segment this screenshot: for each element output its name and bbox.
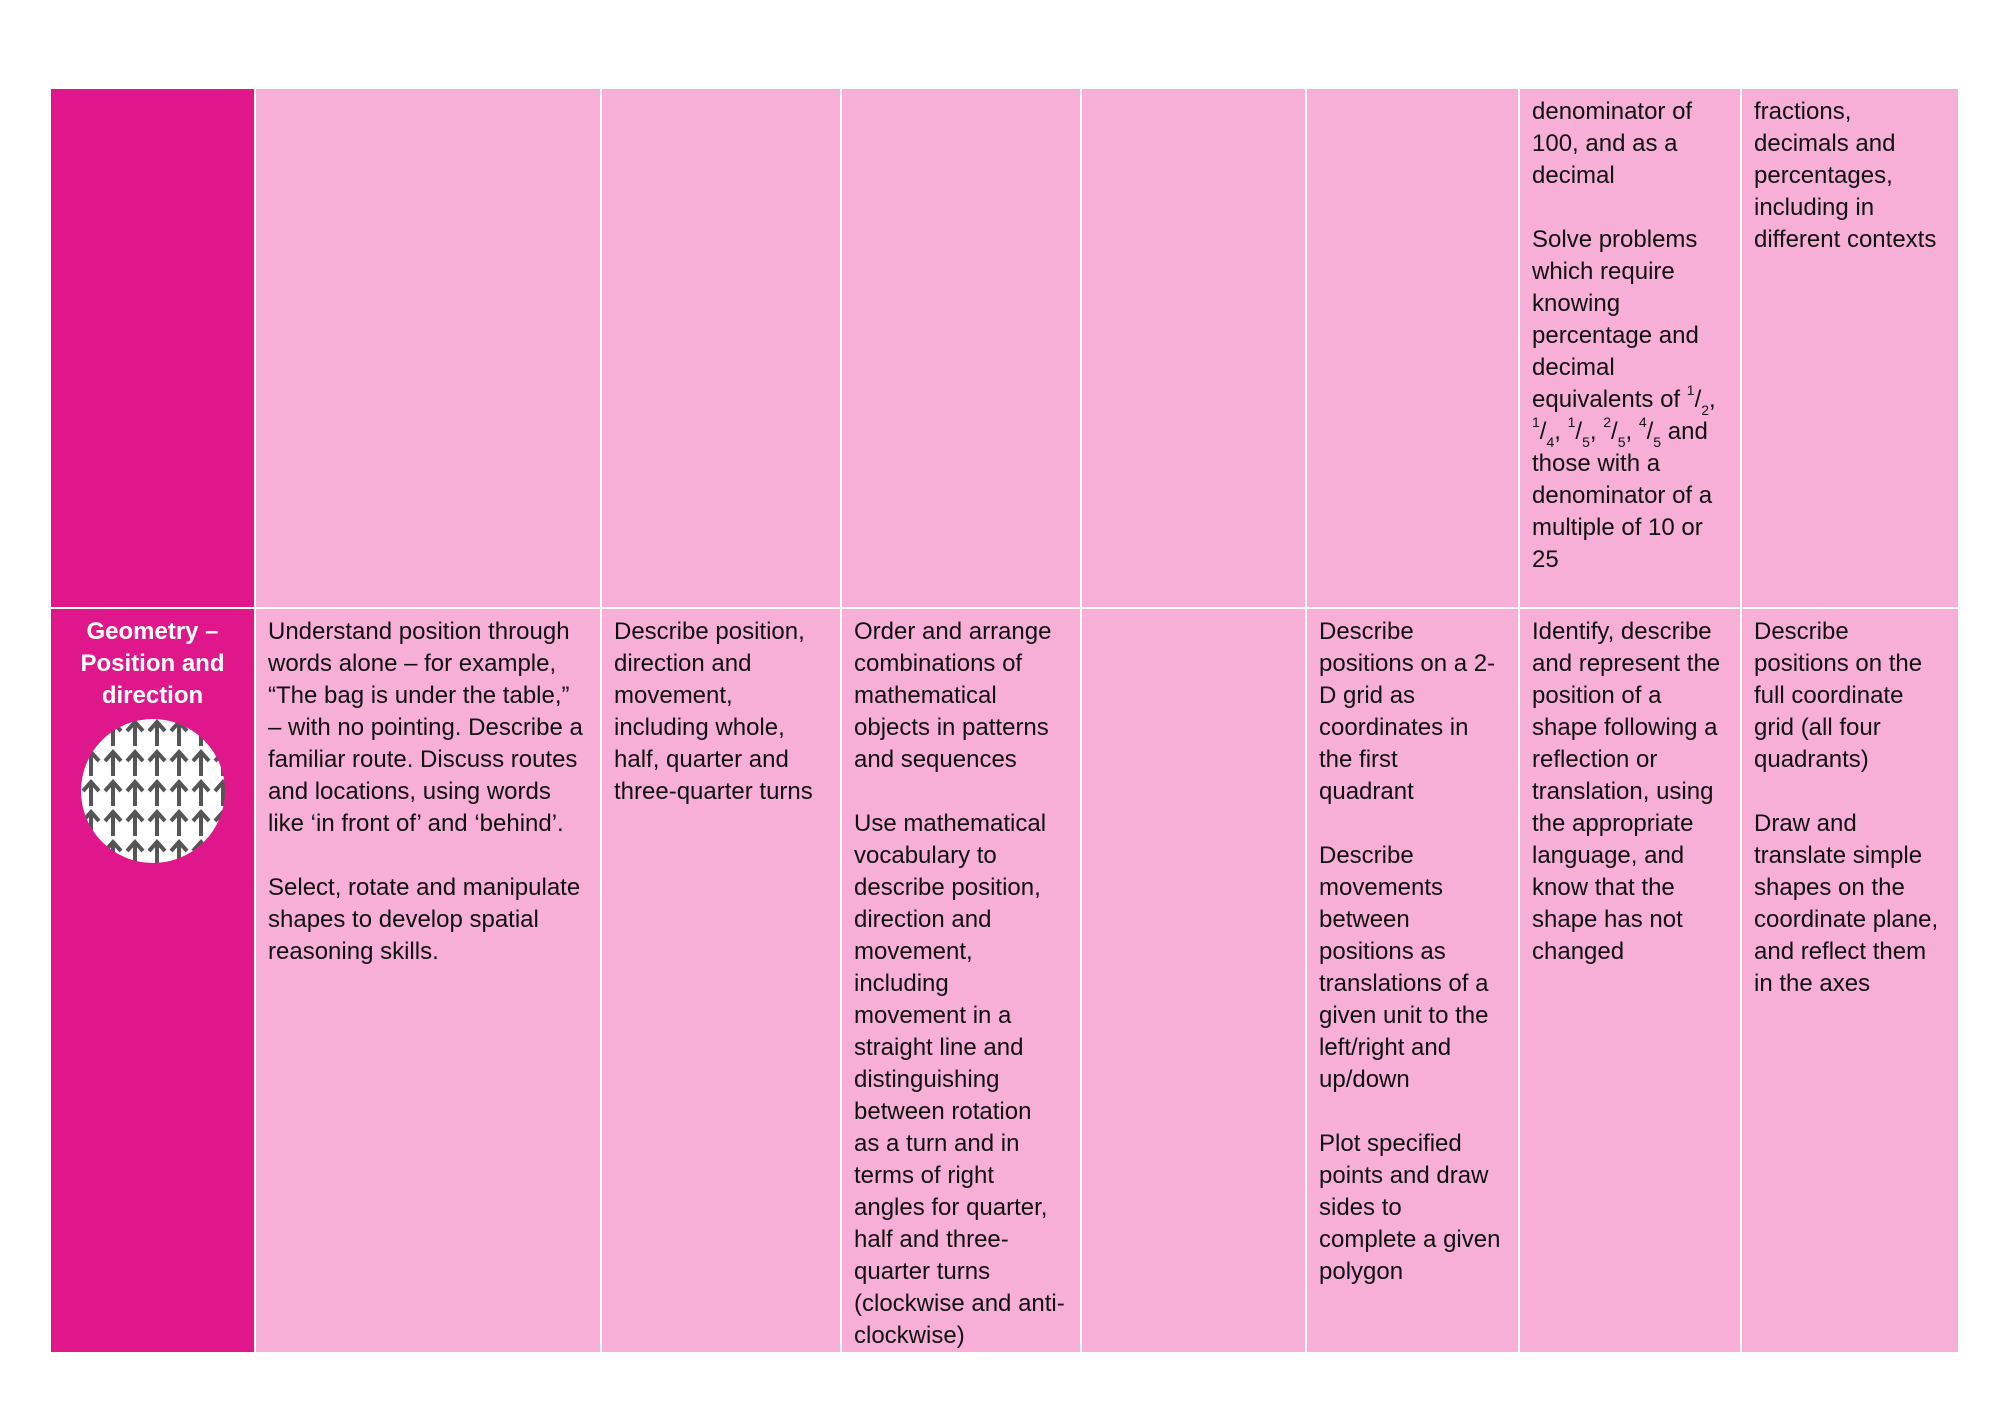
text-line: straight line and [854,1034,1024,1061]
cell-empty [841,88,1081,608]
text-line: Describe [1319,842,1414,869]
text-line: up/down [1319,1066,1410,1093]
cell-paragraph [1754,616,1946,776]
curriculum-table [49,87,1960,1354]
text-line: positions on a 2- [1319,650,1496,677]
cell-year4-position [1306,608,1519,1353]
text-line: clockwise) [854,1322,965,1349]
text-line: angles for quarter, [854,1194,1048,1221]
row-header-title-line: Position and [80,650,225,677]
row-header-empty [50,88,255,608]
cell-paragraph [1319,840,1506,1096]
text-line: quadrant [1319,778,1414,805]
text-line: movements [1319,874,1444,901]
cell-paragraph [1754,808,1946,1000]
text-line: coordinate plane, [1754,906,1939,933]
text-line: words alone – for example, [268,650,557,677]
text-line: 100, and as a [1532,130,1678,157]
text-line: including in [1754,194,1875,221]
text-line: half and three- [854,1226,1009,1253]
cell-text [1754,616,1946,1000]
text-line: like ‘in front of’ and ‘behind’. [268,810,564,837]
text-line: vocabulary to [854,842,997,869]
text-line: coordinates in [1319,714,1469,741]
text-line: grid (all four [1754,714,1881,741]
text-line: position of a [1532,682,1662,709]
text-line: Identify, describe [1532,618,1712,645]
text-line [1532,192,1728,224]
cell-year1-position [601,608,841,1353]
row-header-geometry [50,608,255,1353]
text-line: in the axes [1754,970,1871,997]
text-line: movement, [614,682,733,709]
text-line: and locations, using words [268,778,551,805]
text-line: D grid as [1319,682,1416,709]
text-line: 25 [1532,546,1559,573]
cell-year6-fractions [1741,88,1959,608]
fraction-num: 4 [1638,414,1647,430]
fraction-tail: and [1667,418,1708,445]
text-line: denominator of [1532,98,1693,125]
text-line: reflection or [1532,746,1658,773]
text-line: between rotation [854,1098,1032,1125]
arrows-pattern-icon [80,718,226,864]
fraction-den: 5 [1582,434,1590,450]
fraction-num: 2 [1603,414,1612,430]
text-line: Describe [1754,618,1849,645]
text-line: including whole, [614,714,785,741]
text-line: positions as [1319,938,1446,965]
text-line: Solve problems [1532,226,1698,253]
text-line: given unit to the [1319,1002,1489,1029]
text-line: describe position, [854,874,1041,901]
text-line: quadrants) [1754,746,1869,773]
text-line: percentages, [1754,162,1893,189]
table-row-fractions-continued [50,88,1959,608]
text-line: decimals and [1754,130,1896,157]
text-line: shape following a [1532,714,1718,741]
text-line: knowing [1532,290,1621,317]
text-line: which require [1532,258,1675,285]
cell-empty [1081,608,1306,1353]
text-line: Describe position, [614,618,805,645]
text-line: complete a given [1319,1226,1501,1253]
text-line: quarter turns [854,1258,991,1285]
text-line: fractions, [1754,98,1852,125]
text-line: Order and arrange [854,618,1052,645]
fraction-den: 2 [1701,402,1710,418]
fraction-den: 5 [1653,434,1662,450]
text-line: between [1319,906,1410,933]
cell-empty [1306,88,1519,608]
fraction-line-2: $^1/_4$, $^1/_5$, $^2/_5$, $^4/_5$ and [1532,414,1708,450]
text-line: familiar route. Discuss routes [268,746,578,773]
text-line: language, and [1532,842,1685,869]
cell-text [854,616,1068,1352]
text-line: Select, rotate and manipulate [268,874,581,901]
text-line: reasoning skills. [268,938,439,965]
text-line: half, quarter and [614,746,789,773]
text-line: polygon [1319,1258,1404,1285]
cell-text [614,616,828,808]
cell-year6-position [1741,608,1959,1353]
text-line: as a turn and in [854,1130,1020,1157]
text-line: decimal [1532,354,1615,381]
cell-paragraph [854,616,1068,776]
cell-text [1532,96,1728,384]
cell-paragraph [1532,616,1728,968]
text-line: full coordinate [1754,682,1904,709]
cell-paragraph [268,616,588,840]
text-line: Plot specified [1319,1130,1462,1157]
text-line: points and draw [1319,1162,1489,1189]
cell-year2-position [841,608,1081,1353]
text-line: decimal [1532,162,1615,189]
text-line: and sequences [854,746,1017,773]
cell-text [1754,96,1946,256]
cell-year5-position [1519,608,1741,1353]
cell-text [1319,616,1506,1288]
text-line: translation, using [1532,778,1714,805]
cell-text [268,616,588,968]
cell-paragraph [1319,1128,1506,1288]
table-row-geometry-position [50,608,1959,1353]
fraction-num: 1 [1567,414,1576,430]
text-line: terms of right [854,1162,995,1189]
text-line: the appropriate [1532,810,1694,837]
text-line: (clockwise and anti- [854,1290,1065,1317]
cell-empty [255,88,601,608]
cell-paragraph [854,808,1068,1352]
text-line: percentage and [1532,322,1699,349]
text-line: left/right and [1319,1034,1452,1061]
cell-empty [1081,88,1306,608]
text-line: and represent the [1532,650,1721,677]
text-line: mathematical [854,682,997,709]
text-line: sides to [1319,1194,1402,1221]
text-line: direction and [854,906,992,933]
text-line: changed [1532,938,1625,965]
text-line: including [854,970,949,997]
fraction-line-1: equivalents of $^1/_2$, [1532,382,1716,418]
text-line: those with a [1532,450,1661,477]
text-line: – with no pointing. Describe a [268,714,583,741]
text-line: Understand position through [268,618,570,645]
text-line: and reflect them [1754,938,1927,965]
text-line: the first [1319,746,1398,773]
text-line: shapes on the [1754,874,1905,901]
row-header-title-line: direction [101,682,204,709]
text-line: denominator of a [1532,482,1713,509]
fraction-den: 4 [1546,434,1555,450]
cell-text [1532,448,1728,576]
text-line: objects in patterns [854,714,1049,741]
row-header-title-line: Geometry – [86,618,219,645]
text-line: know that the [1532,874,1675,901]
text-line: Describe [1319,618,1414,645]
text-line: combinations of [854,650,1023,677]
cell-paragraph [268,872,588,968]
fraction-intro: equivalents of [1532,386,1681,413]
cell-paragraph [614,616,828,808]
text-line: three-quarter turns [614,778,813,805]
text-line: Use mathematical [854,810,1047,837]
text-line: shape has not [1532,906,1683,933]
text-line: direction and [614,650,752,677]
text-line: distinguishing [854,1066,1000,1093]
cell-eyfs-position [255,608,601,1353]
text-line: positions on the [1754,650,1923,677]
text-line: “The bag is under the table,” [268,682,570,709]
text-line: translate simple [1754,842,1923,869]
cell-text [1532,616,1728,968]
text-line: translations of a [1319,970,1489,997]
text-line: different contexts [1754,226,1937,253]
text-line: multiple of 10 or [1532,514,1703,541]
cell-empty [601,88,841,608]
text-line: shapes to develop spatial [268,906,539,933]
fraction-num: 1 [1532,414,1540,430]
fraction-num: 1 [1686,382,1695,398]
cell-paragraph [1319,616,1506,808]
fraction-den: 5 [1617,434,1626,450]
text-line: movement, [854,938,973,965]
cell-year5-fractions [1519,88,1741,608]
text-line: Draw and [1754,810,1857,837]
row-header-title [63,616,242,712]
text-line: movement in a [854,1002,1012,1029]
